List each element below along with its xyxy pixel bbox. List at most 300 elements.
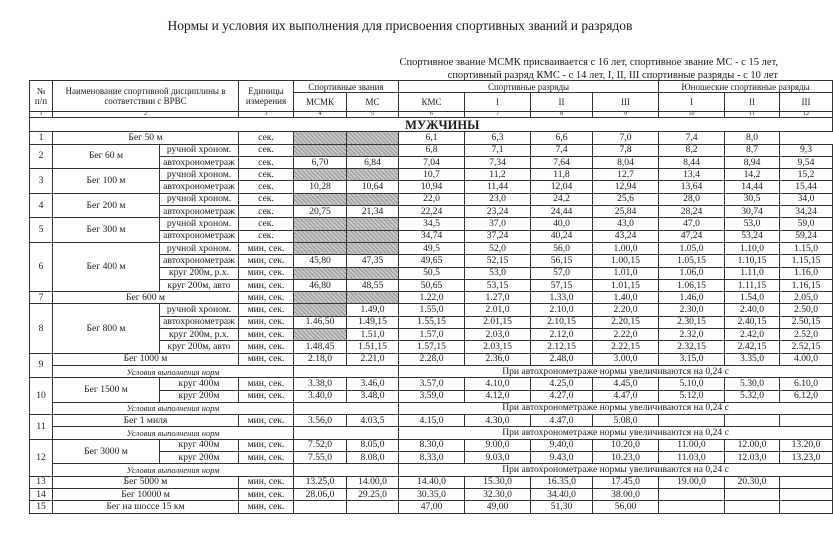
value-cell: 53,24	[725, 230, 780, 242]
header-rank-3: III	[593, 93, 659, 112]
event-name: Бег 3000 м	[53, 439, 160, 464]
unit-cell: мин, сек.	[239, 279, 294, 291]
value-cell: 2.32,15	[659, 341, 725, 353]
value-cell: 4.30,0	[465, 415, 531, 427]
value-cell: 34.40,0	[531, 488, 593, 500]
value-cell: 6,70	[294, 156, 347, 168]
value-cell: 8.33,0	[399, 452, 465, 464]
row-number: 12	[30, 439, 53, 476]
unit-cell: мин, сек.	[239, 415, 294, 427]
table-row	[30, 218, 833, 230]
value-cell: 7,04	[399, 156, 465, 168]
value-cell: 34,0	[780, 193, 833, 205]
value-cell: 6,8	[399, 144, 465, 156]
value-cell: 6.12,0	[780, 390, 833, 402]
value-cell: 25,6	[593, 193, 659, 205]
norms-table	[29, 80, 833, 514]
value-cell: 59,24	[780, 230, 833, 242]
row-number: 7	[30, 292, 53, 304]
value-cell: 1.49,0	[347, 304, 399, 316]
value-cell: 52,0	[465, 242, 531, 254]
value-cell: 7.55,0	[294, 452, 347, 464]
value-cell: 3.48,0	[347, 390, 399, 402]
value-cell: 19.00,0	[659, 476, 725, 488]
value-cell: 12.03,0	[725, 452, 780, 464]
event-subtype: автохронометраж	[160, 156, 239, 168]
value-cell: 2.28,0	[399, 353, 465, 365]
row-number: 3	[30, 169, 53, 194]
conditions-row	[30, 464, 833, 476]
value-cell: 23,0	[465, 193, 531, 205]
value-cell: 9.00,0	[465, 439, 531, 451]
table-row	[30, 132, 833, 144]
unit-cell: мин, сек.	[239, 452, 294, 464]
value-cell: 30,5	[725, 193, 780, 205]
value-cell: 40,24	[531, 230, 593, 242]
value-cell: 1.10,15	[725, 255, 780, 267]
column-number: 5	[347, 112, 399, 118]
event-subtype: круг 200м, авто	[160, 279, 239, 291]
value-cell: 3.59,0	[399, 390, 465, 402]
value-cell: 1.49,15	[347, 316, 399, 328]
value-cell: 12,94	[593, 181, 659, 193]
value-cell: 13.25,0	[294, 476, 347, 488]
value-cell: 50,5	[399, 267, 465, 279]
row-number: 14	[30, 488, 53, 500]
event-subtype: круг 200м	[160, 390, 239, 402]
event-subtype: ручной хроном.	[160, 242, 239, 254]
value-cell: 22,0	[399, 193, 465, 205]
event-subtype: ручной хроном.	[160, 304, 239, 316]
event-name: Бег на шоссе 15 км	[53, 501, 239, 513]
table-row	[30, 476, 833, 488]
value-cell: 9.40,0	[531, 439, 593, 451]
value-cell: 29.25,0	[347, 488, 399, 500]
blocked-cell	[294, 144, 347, 156]
value-cell: 49,65	[399, 255, 465, 267]
table-row	[30, 169, 833, 181]
blocked-cell	[294, 193, 347, 205]
value-cell: 1.00,0	[593, 242, 659, 254]
conditions-label: Условия выполнения норм	[53, 427, 294, 439]
unit-cell: мин, сек.	[239, 353, 294, 365]
event-subtype: круг 200м, авто	[160, 341, 239, 353]
value-cell: 8,44	[659, 156, 725, 168]
event-name: Бег 1000 м	[53, 353, 239, 365]
table-row	[30, 488, 833, 500]
header-junior-1: I	[659, 93, 725, 112]
value-cell: 1.22,0	[399, 292, 465, 304]
unit-cell: сек.	[239, 132, 294, 144]
value-cell: 14.40,0	[399, 476, 465, 488]
value-cell: 43,0	[593, 218, 659, 230]
value-cell: 7.52,0	[294, 439, 347, 451]
column-number: 1	[30, 112, 53, 118]
blocked-cell	[347, 169, 399, 181]
value-cell: 53,0	[725, 218, 780, 230]
blocked-cell	[347, 144, 399, 156]
value-cell: 7,64	[531, 156, 593, 168]
event-name: Бег 5000 м	[53, 476, 239, 488]
conditions-note: При автохронометраже нормы увеличиваются на 0,24 с	[399, 464, 833, 476]
value-cell: 2.52,0	[780, 329, 833, 341]
value-cell: 11,2	[465, 169, 531, 181]
value-cell: 24,2	[531, 193, 593, 205]
value-cell: 7,0	[593, 132, 659, 144]
blocked-cell	[294, 267, 347, 279]
value-cell: 24,44	[531, 206, 593, 218]
row-number: 2	[30, 144, 53, 169]
column-number: 11	[725, 112, 780, 118]
value-cell: 37,24	[465, 230, 531, 242]
unit-cell: сек.	[239, 144, 294, 156]
value-cell: 10,64	[347, 181, 399, 193]
value-cell: 1.16,15	[780, 279, 833, 291]
value-cell	[659, 415, 725, 427]
value-cell: 47,0	[659, 218, 725, 230]
value-cell: 2.30,15	[659, 316, 725, 328]
row-number: 11	[30, 415, 53, 440]
event-subtype: круг 400м	[160, 378, 239, 390]
blocked-cell	[347, 230, 399, 242]
event-name: Бег 60 м	[53, 144, 160, 169]
value-cell: 4.03,5	[347, 415, 399, 427]
value-cell: 2.22,15	[593, 341, 659, 353]
event-subtype: автохронометраж	[160, 181, 239, 193]
value-cell: 28,24	[659, 206, 725, 218]
row-number: 6	[30, 242, 53, 291]
value-cell: 5.30,0	[725, 378, 780, 390]
conditions-note: При автохронометраже нормы увеличиваются на 0,24 с	[399, 402, 833, 414]
value-cell: 10,28	[294, 181, 347, 193]
value-cell: 28,0	[659, 193, 725, 205]
value-cell: 13.20,0	[780, 439, 833, 451]
value-cell: 2.50,0	[780, 304, 833, 316]
value-cell: 34,24	[780, 206, 833, 218]
unit-cell: мин, сек.	[239, 316, 294, 328]
value-cell: 11,8	[531, 169, 593, 181]
value-cell: 52,15	[465, 255, 531, 267]
value-cell: 8,7	[725, 144, 780, 156]
value-cell: 1.11,0	[725, 267, 780, 279]
value-cell: 20.30,0	[725, 476, 780, 488]
event-name: Бег 10000 м	[53, 488, 239, 500]
blocked-cell	[294, 132, 347, 144]
value-cell: 53,15	[465, 279, 531, 291]
value-cell: 30.35,0	[399, 488, 465, 500]
value-cell: 4.47,0	[531, 415, 593, 427]
value-cell: 1.11,15	[725, 279, 780, 291]
conditions-empty	[294, 464, 399, 476]
conditions-row	[30, 365, 833, 377]
value-cell: 1.57,15	[399, 341, 465, 353]
row-number: 9	[30, 353, 53, 378]
header-msmk: МСМК	[294, 93, 347, 112]
blocked-cell	[347, 292, 399, 304]
value-cell: 1.15,0	[780, 242, 833, 254]
value-cell: 2.42,15	[725, 341, 780, 353]
value-cell: 15.30,0	[465, 476, 531, 488]
value-cell: 2.52,15	[780, 341, 833, 353]
value-cell: 2.20,0	[593, 304, 659, 316]
value-cell: 1.46,50	[294, 316, 347, 328]
value-cell: 4.45,0	[593, 378, 659, 390]
table-row	[30, 501, 833, 513]
row-number: 5	[30, 218, 53, 243]
value-cell: 57,15	[531, 279, 593, 291]
value-cell: 2.18,0	[294, 353, 347, 365]
value-cell: 6,1	[399, 132, 465, 144]
value-cell: 21,34	[347, 206, 399, 218]
unit-cell: мин, сек.	[239, 292, 294, 304]
conditions-row	[30, 402, 833, 414]
value-cell: 37,0	[465, 218, 531, 230]
value-cell: 2.01,15	[465, 316, 531, 328]
value-cell: 49,00	[465, 501, 531, 513]
value-cell: 13.23,0	[780, 452, 833, 464]
value-cell: 3.15,0	[659, 353, 725, 365]
value-cell: 7,4	[531, 144, 593, 156]
value-cell: 43,24	[593, 230, 659, 242]
value-cell: 2.36,0	[465, 353, 531, 365]
value-cell: 1.48,45	[294, 341, 347, 353]
column-number: 10	[659, 112, 725, 118]
value-cell: 30,74	[725, 206, 780, 218]
value-cell: 1.01,0	[593, 267, 659, 279]
section-row	[30, 118, 833, 132]
value-cell: 23,24	[465, 206, 531, 218]
value-cell	[780, 415, 833, 427]
unit-cell: мин, сек.	[239, 390, 294, 402]
unit-cell: сек.	[239, 206, 294, 218]
conditions-label: Условия выполнения норм	[53, 464, 294, 476]
value-cell: 6,84	[347, 156, 399, 168]
value-cell: 14,2	[725, 169, 780, 181]
value-cell	[780, 501, 833, 513]
value-cell: 49,5	[399, 242, 465, 254]
value-cell: 17.45,0	[593, 476, 659, 488]
unit-cell: сек.	[239, 156, 294, 168]
header-junior-group: Юношеские спортивные разряды	[659, 81, 833, 93]
unit-cell: мин, сек.	[239, 304, 294, 316]
unit-cell: сек.	[239, 169, 294, 181]
value-cell: 4.15,0	[399, 415, 465, 427]
value-cell: 38.00,0	[593, 488, 659, 500]
value-cell: 3.56,0	[294, 415, 347, 427]
value-cell: 9,54	[780, 156, 833, 168]
value-cell: 2.05,0	[780, 292, 833, 304]
value-cell: 2.20,15	[593, 316, 659, 328]
value-cell: 9.43,0	[531, 452, 593, 464]
value-cell: 10.23,0	[593, 452, 659, 464]
blocked-cell	[294, 230, 347, 242]
value-cell: 5.10,0	[659, 378, 725, 390]
blocked-cell	[294, 304, 347, 316]
value-cell: 4.00,0	[780, 353, 833, 365]
value-cell: 6,3	[465, 132, 531, 144]
unit-cell: мин, сек.	[239, 439, 294, 451]
header-ms: МС	[347, 93, 399, 112]
event-subtype: ручной хроном.	[160, 193, 239, 205]
value-cell: 48,55	[347, 279, 399, 291]
value-cell: 2.32,0	[659, 329, 725, 341]
value-cell: 1.51,15	[347, 341, 399, 353]
value-cell: 2.21,0	[347, 353, 399, 365]
event-subtype: ручной хроном.	[160, 218, 239, 230]
value-cell: 2.40,15	[725, 316, 780, 328]
value-cell: 1.57,0	[399, 329, 465, 341]
event-name: Бег 400 м	[53, 242, 160, 291]
event-name: Бег 200 м	[53, 193, 160, 218]
value-cell	[294, 501, 347, 513]
value-cell	[780, 488, 833, 500]
table-row	[30, 292, 833, 304]
value-cell: 1.54,0	[725, 292, 780, 304]
event-subtype: круг 200м, р.х.	[160, 267, 239, 279]
value-cell: 15,44	[780, 181, 833, 193]
event-name: Бег 50 м	[53, 132, 239, 144]
value-cell: 7,4	[659, 132, 725, 144]
value-cell: 47,00	[399, 501, 465, 513]
value-cell: 25,84	[593, 206, 659, 218]
value-cell: 1.10,0	[725, 242, 780, 254]
row-number: 4	[30, 193, 53, 218]
value-cell: 32.30,0	[465, 488, 531, 500]
column-number: 8	[531, 112, 593, 118]
value-cell: 13,64	[659, 181, 725, 193]
value-cell: 3.57,0	[399, 378, 465, 390]
value-cell: 34,5	[399, 218, 465, 230]
column-number: 9	[593, 112, 659, 118]
header-junior-2: II	[725, 93, 780, 112]
value-cell: 6,6	[531, 132, 593, 144]
value-cell: 45,80	[294, 255, 347, 267]
table-row	[30, 378, 833, 390]
value-cell: 1.46,0	[659, 292, 725, 304]
event-subtype: круг 200м	[160, 452, 239, 464]
value-cell: 1.06,15	[659, 279, 725, 291]
blocked-cell	[294, 292, 347, 304]
value-cell: 2.10,0	[531, 304, 593, 316]
value-cell: 2.10,15	[531, 316, 593, 328]
event-subtype: автохронометраж	[160, 255, 239, 267]
unit-cell: мин, сек.	[239, 501, 294, 513]
conditions-row	[30, 427, 833, 439]
event-name: Бег 800 м	[53, 304, 160, 353]
event-name: Бег 100 м	[53, 169, 160, 194]
header-junior-3: III	[780, 93, 833, 112]
value-cell: 56,15	[531, 255, 593, 267]
value-cell: 2.42,0	[725, 329, 780, 341]
value-cell: 51,30	[531, 501, 593, 513]
table-row	[30, 144, 833, 156]
value-cell: 1.00,15	[593, 255, 659, 267]
value-cell: 2.12,15	[531, 341, 593, 353]
value-cell: 16.35,0	[531, 476, 593, 488]
blocked-cell	[347, 267, 399, 279]
subtitle-line-1: Спортивное звание МСМК присваивается с 16 лет, спортивное звание МС - с 15 лет,	[399, 57, 778, 68]
column-number: 6	[399, 112, 465, 118]
column-number: 2	[53, 112, 239, 118]
value-cell: 5.32,0	[725, 390, 780, 402]
value-cell	[780, 476, 833, 488]
unit-cell: мин, сек.	[239, 476, 294, 488]
value-cell	[725, 415, 780, 427]
unit-cell: мин, сек.	[239, 378, 294, 390]
blocked-cell	[294, 329, 347, 341]
header-discipline: Наименование спортивной дисциплины в соответствии с ВРВС	[53, 81, 239, 112]
value-cell: 13,4	[659, 169, 725, 181]
blocked-cell	[347, 132, 399, 144]
value-cell: 12.00,0	[725, 439, 780, 451]
value-cell: 14.00,0	[347, 476, 399, 488]
row-number: 13	[30, 476, 53, 488]
page-title: Нормы и условия их выполнения для присвоения спортивных званий и разрядов	[167, 18, 633, 33]
blocked-cell	[347, 193, 399, 205]
unit-cell: мин, сек.	[239, 267, 294, 279]
conditions-label: Условия выполнения норм	[53, 365, 294, 377]
conditions-label: Условия выполнения норм	[53, 402, 294, 414]
value-cell: 1.33,0	[531, 292, 593, 304]
column-number: 7	[465, 112, 531, 118]
table-row	[30, 439, 833, 451]
value-cell: 8,0	[725, 132, 780, 144]
header-ranks-group: Спортивные разряды	[399, 81, 659, 93]
value-cell: 12,04	[531, 181, 593, 193]
conditions-empty	[294, 365, 399, 377]
table-row	[30, 242, 833, 254]
header-rank-1: I	[465, 93, 531, 112]
value-cell: 2.40,0	[725, 304, 780, 316]
value-cell: 8.08,0	[347, 452, 399, 464]
event-subtype: автохронометраж	[160, 206, 239, 218]
blocked-cell	[294, 242, 347, 254]
event-name: Бег 600 м	[53, 292, 239, 304]
value-cell: 2.22,0	[593, 329, 659, 341]
value-cell: 47,35	[347, 255, 399, 267]
value-cell: 1.05,15	[659, 255, 725, 267]
value-cell: 7,34	[465, 156, 531, 168]
value-cell: 14,44	[725, 181, 780, 193]
value-cell: 53,0	[465, 267, 531, 279]
row-number: 8	[30, 304, 53, 353]
value-cell: 2.01,0	[465, 304, 531, 316]
value-cell: 1.05,0	[659, 242, 725, 254]
value-cell: 3.00,0	[593, 353, 659, 365]
value-cell: 8,2	[659, 144, 725, 156]
event-subtype: ручной хроном.	[160, 144, 239, 156]
value-cell: 1.40,0	[593, 292, 659, 304]
value-cell: 2.03,0	[465, 329, 531, 341]
value-cell: 9.03,0	[465, 452, 531, 464]
column-number: 3	[239, 112, 294, 118]
event-name: Бег 1500 м	[53, 378, 160, 403]
table-row	[30, 353, 833, 365]
conditions-note: При автохронометраже нормы увеличиваются на 0,24 с	[399, 427, 833, 439]
value-cell: 56,0	[531, 242, 593, 254]
unit-cell: сек.	[239, 181, 294, 193]
value-cell: 1.06,0	[659, 267, 725, 279]
value-cell: 9,3	[780, 144, 833, 156]
event-subtype: автохронометраж	[160, 230, 239, 242]
event-subtype: ручной хроном.	[160, 169, 239, 181]
value-cell: 50,65	[399, 279, 465, 291]
section-title: МУЖЧИНЫ	[53, 118, 833, 132]
value-cell: 15,2	[780, 169, 833, 181]
value-cell: 2.03,15	[465, 341, 531, 353]
value-cell: 28.06,0	[294, 488, 347, 500]
event-subtype: круг 200м, р.х.	[160, 329, 239, 341]
